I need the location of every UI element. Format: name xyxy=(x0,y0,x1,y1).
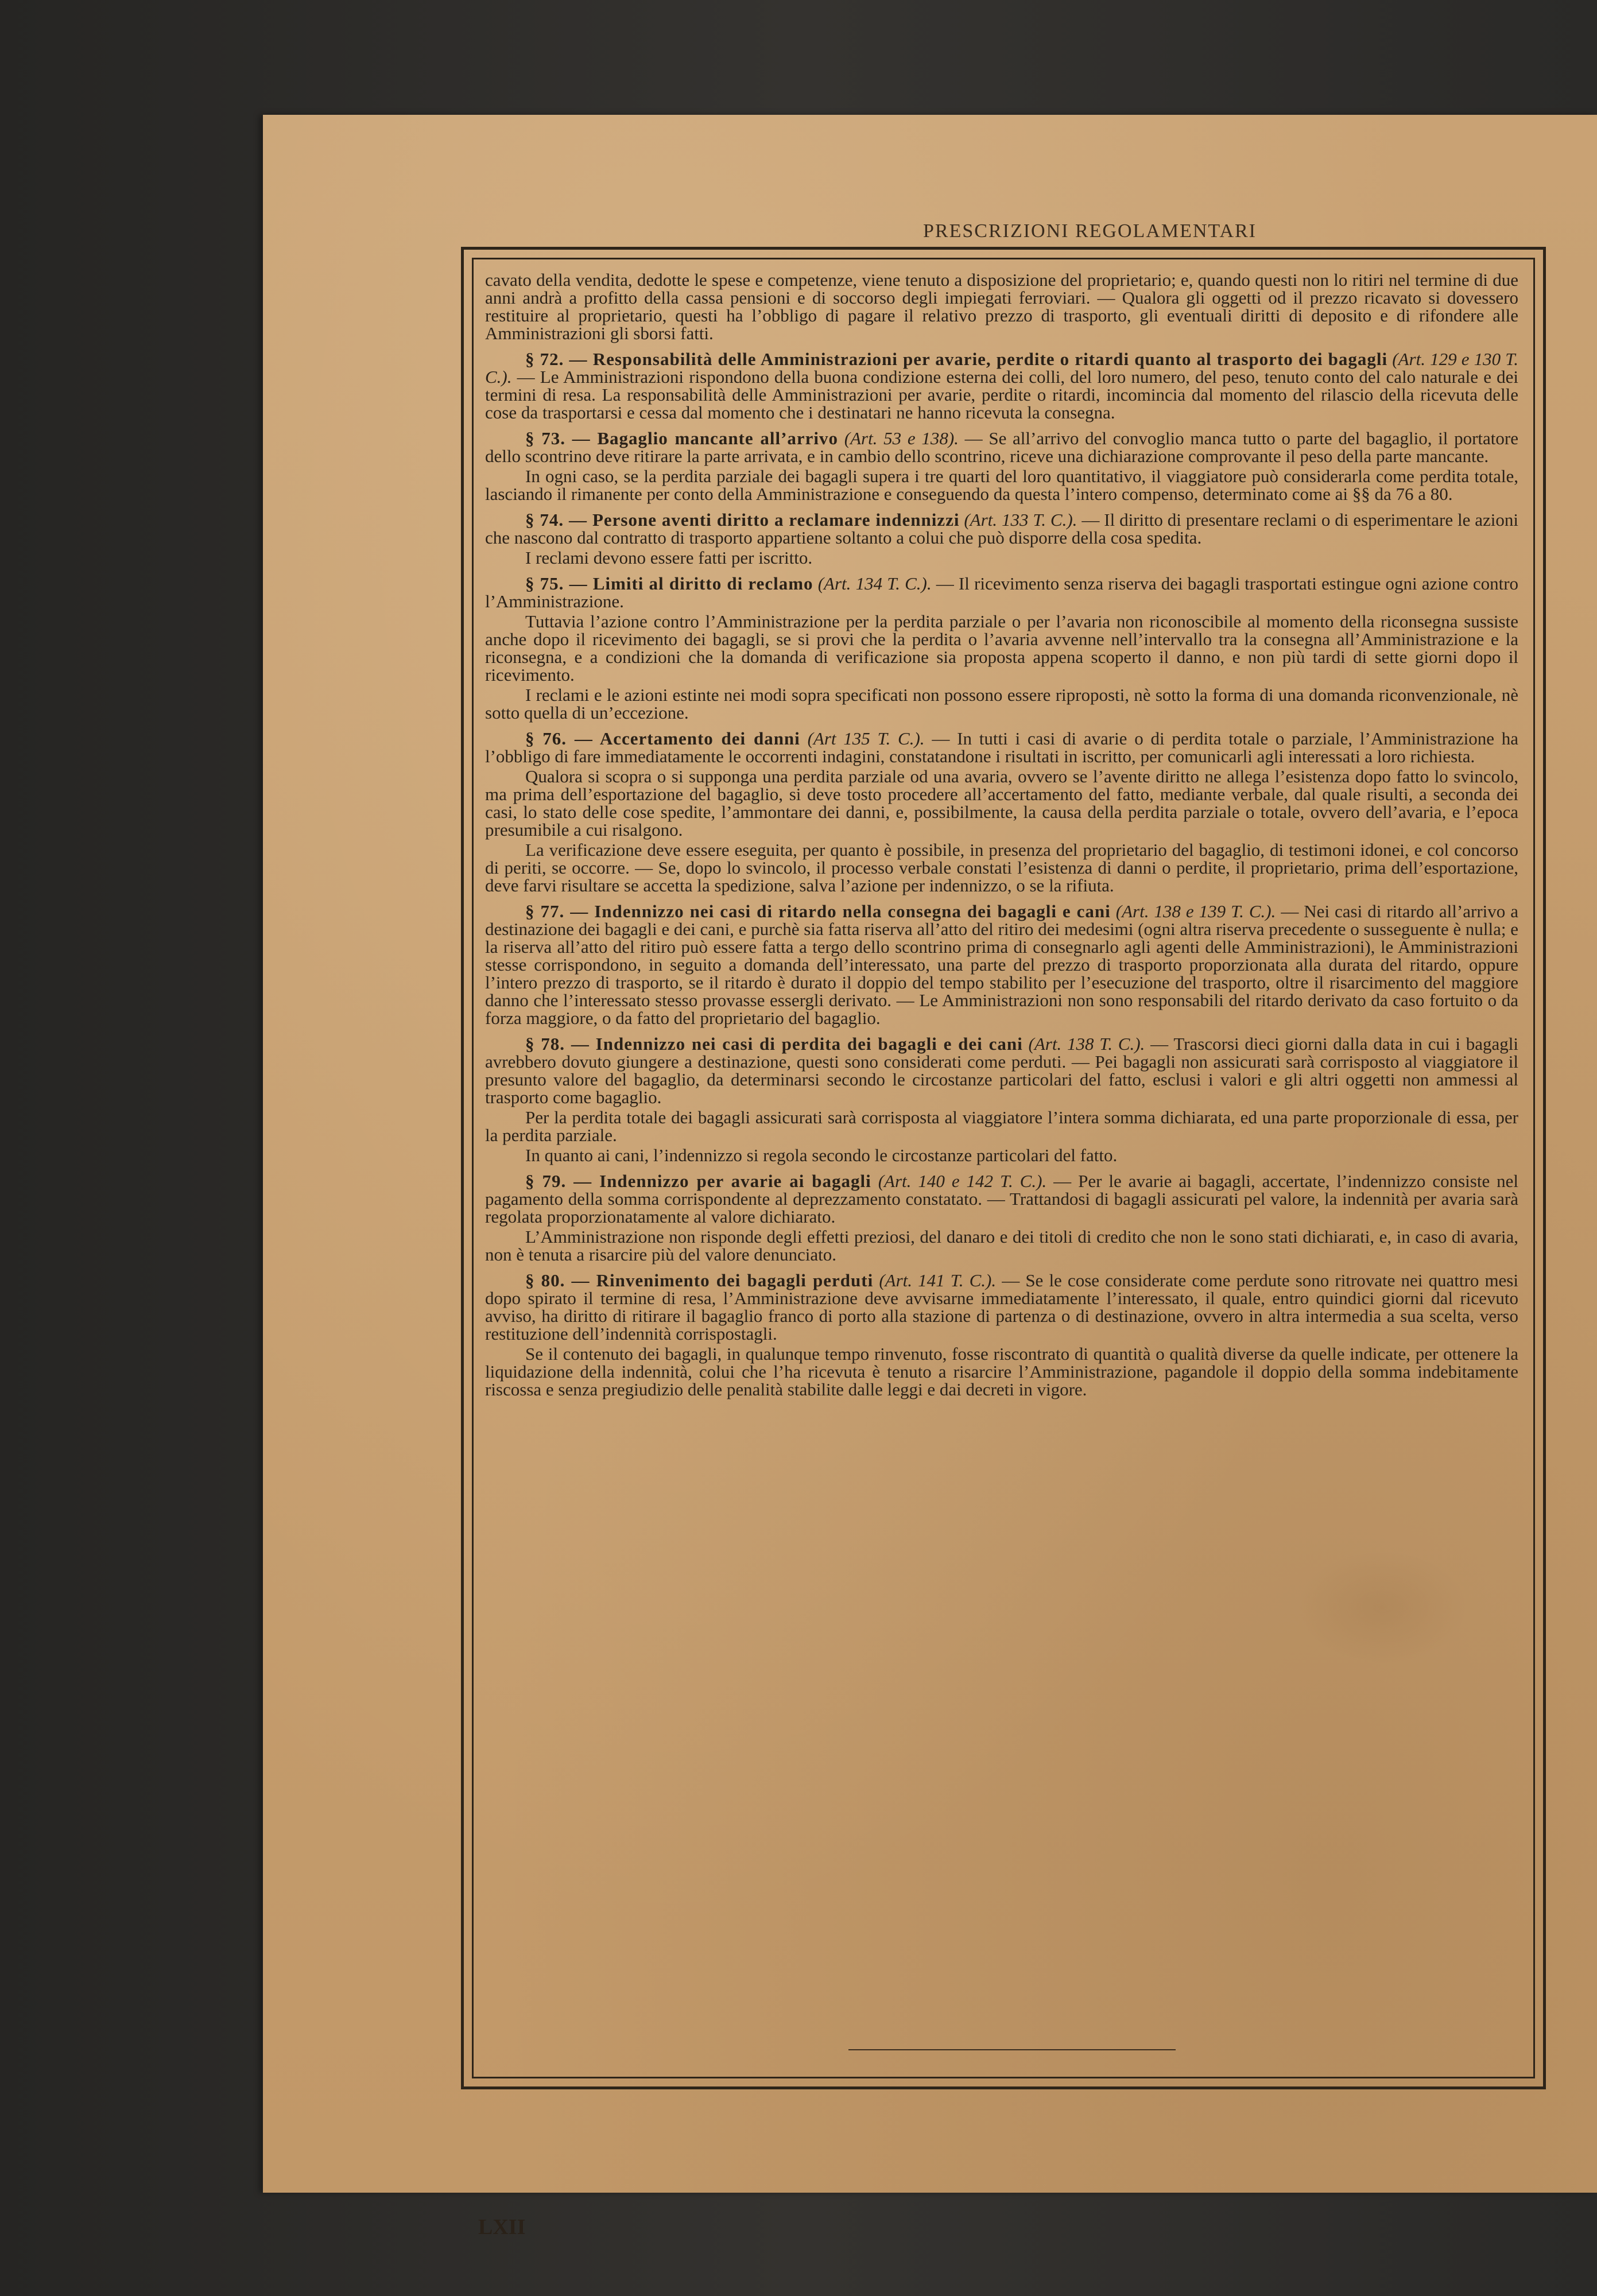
section-heading: § 80. — Rinvenimento dei bagagli perduti xyxy=(525,1270,874,1290)
section-heading: § 74. — Persone aventi diritto a reclamare indennizzi xyxy=(525,510,960,530)
section-heading: § 77. — Indennizzo nei casi di ritardo nella consegna dei bagagli e cani xyxy=(525,901,1111,921)
section-heading: § 73. — Bagaglio mancante all’arrivo xyxy=(525,428,839,448)
section-75-para: I reclami e le azioni estinte nei modi sopra specificati non possono essere riproposti, nè sotto la forma di una domanda riconvenzionale, nè sotto quella di un’eccezione. xyxy=(485,685,1518,723)
section-heading: § 79. — Indennizzo per avarie ai bagagli xyxy=(525,1171,871,1191)
section-text: — Il diritto di presentare reclami o di esperimentare le azioni che nascono dal contratto di trasporto appartiene soltanto a colui che può disporre della cosa spedita. xyxy=(485,510,1519,548)
section-text: — Se le cose considerate come perdute sono ritrovate nei quattro mesi dopo spirato il termine di resa, l’Amministrazione deve avvisarne immediatamente l’interessato, il quale, entro quindici giorni dal ricevuto avviso, ha diritto di ritirare il bagaglio franco di porto alla stazione di partenza o di destinazione, ovvero in altra intermedia a sua scelta, verso restituzione dell’indennità corrispostagli. xyxy=(485,1270,1518,1344)
section-heading: § 76. — Accertamento dei danni xyxy=(525,728,800,748)
section-80-para: Se il contenuto dei bagagli, in qualunque tempo rinvenuto, fosse riscontrato di quantità o qualità diverse da quelle indicate, per ottenere la liquidazione della indennità, colui che l’ha ricevuta è tenuto a risarcire l’Amministrazione, pagandole il doppio della somma indebitamente riscossa e senza pregiudizio delle penalità stabilite dalle leggi e dai decreti in vigore. xyxy=(485,1344,1518,1399)
section-75-para: Tuttavia l’azione contro l’Amministrazione per la perdita parziale o per l’avaria non riconoscibile al momento della riconsegna sussiste anche dopo il ricevimento dei bagagli, se si provi che la perdita o l’avaria avvenne nell’intervallo tra la consegna all’Amministrazione e la riconsegna, e a condizioni che la domanda di verificazione sia proposta appena scoperto il danno, e non più tardi di sette giorni dopo il ricevimento. xyxy=(485,611,1518,685)
section-76-para: La verificazione deve essere eseguita, per quanto è possibile, in presenza del proprietario del bagaglio, di testimoni idonei, e col concorso di periti, se occorre. — Se, dopo lo svincolo, il processo verbale constati l’esistenza di danni o perdite, il proprietario, prima dell’esportazione, deve farvi risultare se accetta la spedizione, salva l’azione per indennizzo, o se la rifiuta. xyxy=(485,840,1518,895)
section-78-para: In quanto ai cani, l’indennizzo si regola secondo le circostanze particolari del fatto. xyxy=(525,1145,1118,1165)
section-78-para: Per la perdita totale dei bagagli assicurati sarà corrisposta al viaggiatore l’intera somma dichiarata, ed una parte proporzionale di essa, per la perdita parziale. xyxy=(485,1107,1518,1145)
article-ref: (Art. 129 e 130 T. C.). xyxy=(485,349,1519,387)
body-text xyxy=(485,271,1518,1406)
section-79 xyxy=(485,1172,1518,1225)
running-head: PRESCRIZIONI REGOLAMENTARI xyxy=(923,220,1257,242)
article-ref: (Art. 138 e 139 T. C.). xyxy=(1115,901,1276,921)
section-78 xyxy=(485,1035,1518,1106)
section-heading: § 78. — Indennizzo nei casi di perdita dei bagagli e dei cani xyxy=(525,1034,1023,1054)
section-76 xyxy=(485,730,1518,765)
section-77 xyxy=(485,902,1518,1027)
section-text: — Se all’arrivo del convoglio manca tutto o parte del bagaglio, il portatore dello scontrino deve ritirare la parte arrivata, e in cambio dello scontrino, riceve una dichiarazione comprovante il peso della parte mancante. xyxy=(485,428,1518,466)
section-73 xyxy=(485,429,1518,465)
paragraph-continuation: cavato della vendita, dedotte le spese e competenze, viene tenuto a disposizione del proprietario; e, quando questi non lo ritiri nel termine di due anni andrà a profitto della cassa pensioni e di soccorso degli impiegati ferroviari. — Qualora gli oggetti od il prezzo ricavato si dovessero restituire al proprietario, questi ha l’obbligo di pagare il relativo prezzo di trasporto, gli eventuali diritti di deposito e di rifondere alle Amministrazioni gli sborsi fatti. xyxy=(485,270,1518,343)
section-text: — Per le avarie ai bagagli, accertate, l’indennizzo consiste nel pagamento della somma corrispondente al deprezzamento constatato. — Trattandosi di bagagli assicurati pel valore, la indennità per avaria sarà regolata proporzionatamente al valore dichiarato. xyxy=(485,1171,1519,1227)
article-ref: (Art. 134 T. C.). xyxy=(817,573,932,594)
section-text: — Nei casi di ritardo all’arrivo a destinazione dei bagagli e dei cani, e purchè sia fatta riserva all’atto del ritiro dei medesimi (ogni altra riserva precedente o susseguente è nulla; e la riserva all’atto del ritiro può essere fatta a tergo dello scontrino prima di consegnarlo agli agenti delle Amministrazioni), le Amministrazioni stesse corrispondono, in seguito a domanda dell’interessato, una parte del prezzo di trasporto proporzionata alla durata del ritardo, oppure l’intero prezzo di trasporto, se il ritardo è durato il doppio del tempo stabilito per l’esecuzione del trasporto, oltre il risarcimento del maggiore danno che l’interessato stesso provasse essergli derivato. — Le Amministrazioni non sono responsabili del ritardo derivato da caso fortuito o da forza maggiore, o da fatto del proprietario del bagaglio. xyxy=(485,901,1518,1028)
page-number: LXII xyxy=(478,2215,526,2239)
end-rule xyxy=(848,2049,1176,2050)
article-ref: (Art. 133 T. C.). xyxy=(964,510,1077,530)
section-73-para: In ogni caso, se la perdita parziale dei bagagli supera i tre quarti del loro quantitativo, il viaggiatore può considerarla come perdita totale, lasciando il rimanente per conto della Amministrazione e conseguendo da questa l’intero compenso, determinato come ai §§ da 76 a 80. xyxy=(485,466,1518,504)
section-heading: § 75. — Limiti al diritto di reclamo xyxy=(525,573,813,594)
page-sheet xyxy=(263,115,1597,2239)
article-ref: (Art. 138 T. C.). xyxy=(1028,1034,1145,1054)
section-79-para: L’Amministrazione non risponde degli effetti preziosi, del danaro e dei titoli di credito che non le sono stati dichiarati, e, in caso di avaria, non è tenuta a risarcire più del valore denunciato. xyxy=(485,1227,1518,1265)
section-76-para: Qualora si scopra o si supponga una perdita parziale od una avaria, ovvero se l’avente diritto ne allega l’esistenza dopo fatto lo svincolo, ma prima dell’esportazione del bagaglio, si deve tosto procedere all’accertamento del fatto, mediante verbale, dal quale risulti, a seconda dei casi, lo stato delle cose spedite, l’ammontare dei danni, e, possibilmente, la causa della perdita parziale o totale, ovvero dell’avaria, e l’epoca presumibile a cui risalgono. xyxy=(485,766,1518,840)
section-text: — Trascorsi dieci giorni dalla data in cui i bagagli avrebbero dovuto giungere a destinazione, questi sono considerati come perduti. — Pei bagagli non assicurati sarà corrisposto al viaggiatore il presunto valore del bagaglio, da determinarsi secondo le circostanze particolari del fatto, esclusi i valori e gli altri oggetti non ammessi al trasporto come bagaglio. xyxy=(485,1034,1519,1107)
section-75 xyxy=(485,575,1518,610)
section-heading: § 72. — Responsabilità delle Amministrazioni per avarie, perdite o ritardi quanto al trasporto dei bagagli xyxy=(525,349,1388,369)
section-text: — Le Amministrazioni rispondono della buona condizione esterna dei colli, del loro numero, del peso, tenuto conto del calo naturale e dei termini di resa. La responsabilità delle Amministrazioni per avarie, perdite o ritardi, incomincia dal momento del rilascio della ricevuta delle cose da trasportarsi e cessa dal momento che i destinatari ne hanno ricevuta la consegna. xyxy=(485,367,1518,422)
article-ref: (Art. 141 T. C.). xyxy=(879,1270,997,1290)
article-ref: (Art 135 T. C.). xyxy=(807,728,925,748)
section-74-para: I reclami devono essere fatti per iscritto. xyxy=(525,548,813,568)
section-74 xyxy=(485,511,1518,546)
section-80 xyxy=(485,1271,1518,1343)
section-72 xyxy=(485,350,1518,421)
section-text: — In tutti i casi di avarie o di perdita totale o parziale, l’Amministrazione ha l’obbligo di fare immediatamente le occorrenti indagini, constatandone i risultati in iscritto, per comunicarli agli interessati a loro richiesta. xyxy=(485,728,1518,766)
section-text: — Il ricevimento senza riserva dei bagagli trasportati estingue ogni azione contro l’Amministrazione. xyxy=(485,573,1519,611)
article-ref: (Art. 53 e 138). xyxy=(844,428,959,448)
article-ref: (Art. 140 e 142 T. C.). xyxy=(878,1171,1047,1191)
